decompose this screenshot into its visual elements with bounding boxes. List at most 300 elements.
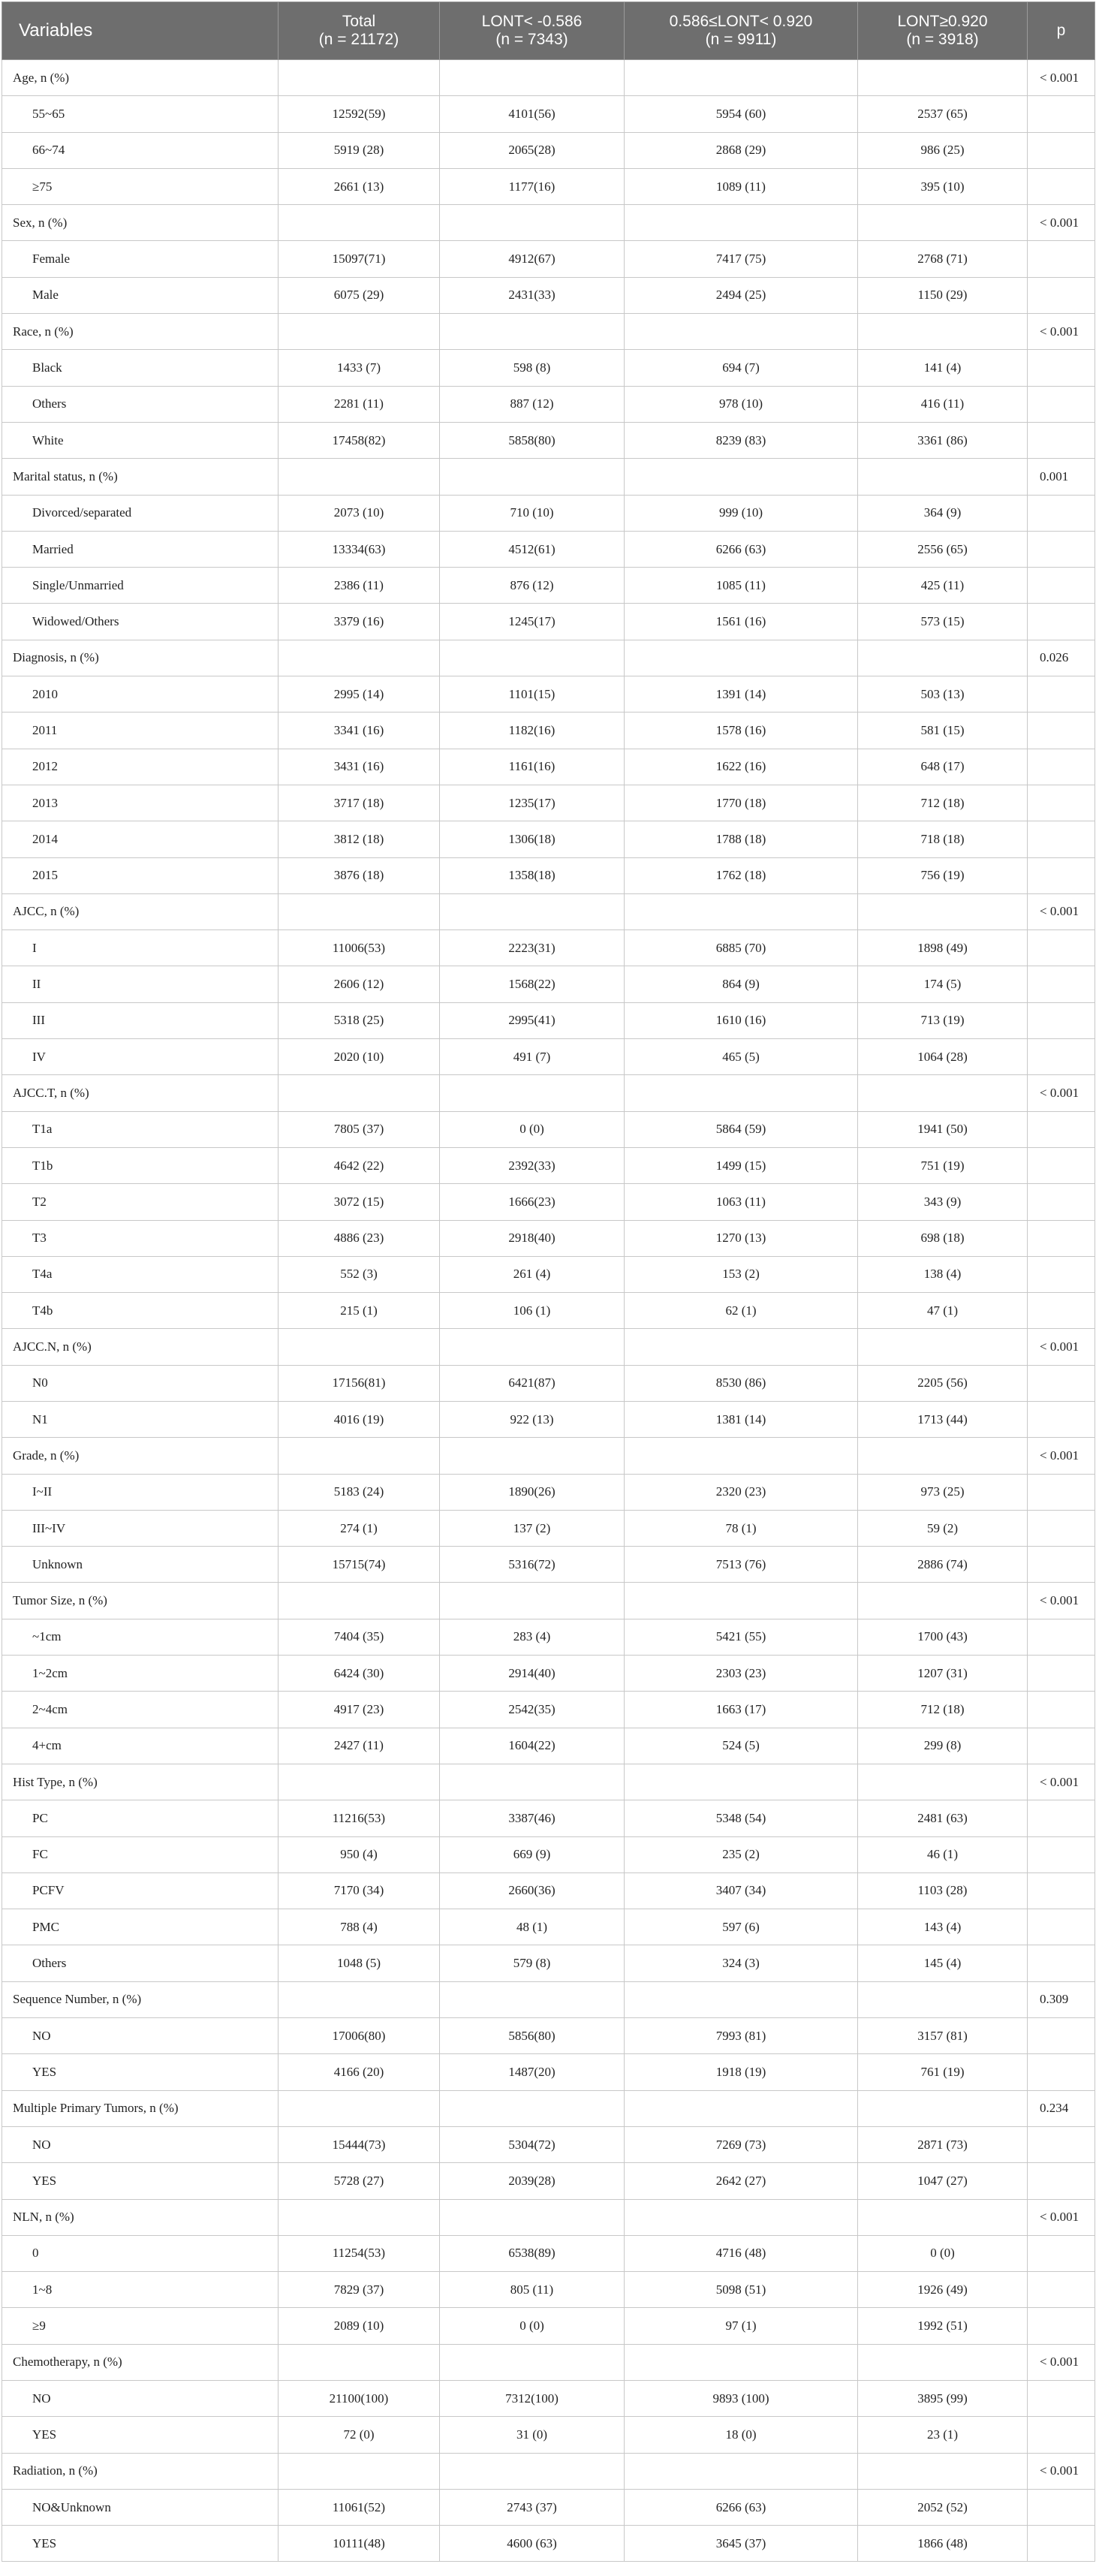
header-mid-lont [625, 2, 858, 60]
low-lont-cell: 106 (1) [440, 1293, 625, 1329]
category-label: I [2, 930, 279, 966]
category-label: YES [2, 2526, 279, 2562]
high-lont-cell: 1926 (49) [858, 2272, 1028, 2308]
category-label: Male [2, 277, 279, 313]
total-cell: 2427 (11) [279, 1728, 440, 1764]
low-lont-cell: 491 (7) [440, 1039, 625, 1075]
mid-lont-cell: 1063 (11) [625, 1184, 858, 1220]
empty-p-cell [1028, 1909, 1095, 1945]
low-lont-cell: 31 (0) [440, 2417, 625, 2453]
mid-lont-cell: 2303 (23) [625, 1656, 858, 1692]
high-lont-cell: 2481 (63) [858, 1800, 1028, 1836]
category-label: II [2, 966, 279, 1002]
table-row [2, 1656, 1095, 1692]
empty-p-cell [1028, 1510, 1095, 1546]
high-lont-cell: 3895 (99) [858, 2381, 1028, 2417]
high-lont-cell: 299 (8) [858, 1728, 1028, 1764]
group-row [2, 1438, 1095, 1474]
empty-cell [858, 2344, 1028, 2380]
table-row [2, 604, 1095, 640]
header-high-n: (n = 3918) [906, 31, 979, 48]
group-label: Age, n (%) [2, 60, 279, 96]
group-label: Chemotherapy, n (%) [2, 2344, 279, 2380]
low-lont-cell: 2392(33) [440, 1147, 625, 1183]
mid-lont-cell: 1918 (19) [625, 2054, 858, 2090]
empty-p-cell [1028, 2126, 1095, 2162]
category-label: Divorced/separated [2, 495, 279, 531]
empty-cell [858, 314, 1028, 350]
table-row [2, 1111, 1095, 1147]
category-label: 2013 [2, 785, 279, 821]
high-lont-cell: 1103 (28) [858, 1872, 1028, 1909]
low-lont-cell: 4912(67) [440, 241, 625, 277]
empty-p-cell [1028, 277, 1095, 313]
low-lont-cell: 2743 (37) [440, 2489, 625, 2525]
empty-p-cell [1028, 785, 1095, 821]
total-cell: 17006(80) [279, 2018, 440, 2054]
p-value-cell: 0.001 [1028, 459, 1095, 495]
low-lont-cell: 5304(72) [440, 2126, 625, 2162]
table-row [2, 241, 1095, 277]
total-cell: 12592(59) [279, 96, 440, 132]
group-label: Radiation, n (%) [2, 2453, 279, 2489]
baseline-characteristics-table [2, 2, 1095, 2562]
empty-p-cell [1028, 422, 1095, 458]
mid-lont-cell: 1770 (18) [625, 785, 858, 821]
table-row [2, 132, 1095, 168]
low-lont-cell: 137 (2) [440, 1510, 625, 1546]
empty-cell [279, 2199, 440, 2235]
empty-cell [279, 640, 440, 676]
empty-p-cell [1028, 1293, 1095, 1329]
total-cell: 3379 (16) [279, 604, 440, 640]
table-row [2, 96, 1095, 132]
high-lont-cell: 2052 (52) [858, 2489, 1028, 2525]
low-lont-cell: 6538(89) [440, 2235, 625, 2271]
group-row [2, 1764, 1095, 1800]
low-lont-cell: 5856(80) [440, 2018, 625, 2054]
table-row [2, 1836, 1095, 1872]
category-label: PCFV [2, 1872, 279, 1909]
low-lont-cell: 4512(61) [440, 531, 625, 567]
category-label: YES [2, 2163, 279, 2199]
total-cell: 3431 (16) [279, 749, 440, 785]
mid-lont-cell: 2320 (23) [625, 1474, 858, 1510]
empty-p-cell [1028, 1401, 1095, 1437]
table-row [2, 531, 1095, 567]
empty-p-cell [1028, 132, 1095, 168]
mid-lont-cell: 1788 (18) [625, 821, 858, 857]
low-lont-cell: 48 (1) [440, 1909, 625, 1945]
category-label: PMC [2, 1909, 279, 1945]
high-lont-cell: 59 (2) [858, 1510, 1028, 1546]
table-row [2, 1184, 1095, 1220]
high-lont-cell: 573 (15) [858, 604, 1028, 640]
mid-lont-cell: 999 (10) [625, 495, 858, 531]
group-label: Race, n (%) [2, 314, 279, 350]
group-row [2, 2453, 1095, 2489]
high-lont-cell: 46 (1) [858, 1836, 1028, 1872]
empty-p-cell [1028, 1800, 1095, 1836]
mid-lont-cell: 1499 (15) [625, 1147, 858, 1183]
total-cell: 1048 (5) [279, 1945, 440, 1981]
table-row [2, 930, 1095, 966]
mid-lont-cell: 4716 (48) [625, 2235, 858, 2271]
empty-p-cell [1028, 966, 1095, 1002]
total-cell: 2995 (14) [279, 676, 440, 713]
mid-lont-cell: 524 (5) [625, 1728, 858, 1764]
high-lont-cell: 141 (4) [858, 350, 1028, 386]
header-mid-n: (n = 9911) [705, 31, 777, 48]
empty-cell [279, 1764, 440, 1800]
high-lont-cell: 1941 (50) [858, 1111, 1028, 1147]
empty-cell [440, 459, 625, 495]
table-row [2, 2381, 1095, 2417]
category-label: T2 [2, 1184, 279, 1220]
mid-lont-cell: 7269 (73) [625, 2126, 858, 2162]
mid-lont-cell: 5348 (54) [625, 1800, 858, 1836]
mid-lont-cell: 7513 (76) [625, 1547, 858, 1583]
total-cell: 7404 (35) [279, 1619, 440, 1655]
empty-cell [625, 205, 858, 241]
high-lont-cell: 138 (4) [858, 1256, 1028, 1292]
table-row [2, 1401, 1095, 1437]
high-lont-cell: 761 (19) [858, 2054, 1028, 2090]
category-label: NO [2, 2381, 279, 2417]
high-lont-cell: 751 (19) [858, 1147, 1028, 1183]
low-lont-cell: 1487(20) [440, 2054, 625, 2090]
category-label: YES [2, 2417, 279, 2453]
header-row [2, 2, 1095, 60]
table-row [2, 2526, 1095, 2562]
empty-p-cell [1028, 1474, 1095, 1510]
high-lont-cell: 1700 (43) [858, 1619, 1028, 1655]
empty-p-cell [1028, 1547, 1095, 1583]
total-cell: 10111(48) [279, 2526, 440, 2562]
empty-p-cell [1028, 1111, 1095, 1147]
high-lont-cell: 1898 (49) [858, 930, 1028, 966]
empty-cell [279, 2090, 440, 2126]
table-row [2, 168, 1095, 204]
category-label: III [2, 1002, 279, 1038]
low-lont-cell: 2995(41) [440, 1002, 625, 1038]
empty-p-cell [1028, 2526, 1095, 2562]
category-label: Single/Unmarried [2, 568, 279, 604]
p-value-cell: 0.026 [1028, 640, 1095, 676]
header-total-title: Total [342, 13, 376, 30]
table-row [2, 1293, 1095, 1329]
empty-cell [440, 2453, 625, 2489]
low-lont-cell: 0 (0) [440, 1111, 625, 1147]
mid-lont-cell: 1089 (11) [625, 168, 858, 204]
group-row [2, 2199, 1095, 2235]
category-label: 2012 [2, 749, 279, 785]
category-label: Black [2, 350, 279, 386]
mid-lont-cell: 18 (0) [625, 2417, 858, 2453]
total-cell: 3072 (15) [279, 1184, 440, 1220]
mid-lont-cell: 6266 (63) [625, 2489, 858, 2525]
empty-p-cell [1028, 386, 1095, 422]
total-cell: 6075 (29) [279, 277, 440, 313]
empty-cell [440, 1075, 625, 1111]
table-row [2, 386, 1095, 422]
high-lont-cell: 2886 (74) [858, 1547, 1028, 1583]
high-lont-cell: 581 (15) [858, 713, 1028, 749]
high-lont-cell: 973 (25) [858, 1474, 1028, 1510]
table-row [2, 1039, 1095, 1075]
low-lont-cell: 2223(31) [440, 930, 625, 966]
empty-cell [440, 2199, 625, 2235]
group-row [2, 640, 1095, 676]
category-label: I~II [2, 1474, 279, 1510]
empty-p-cell [1028, 857, 1095, 893]
empty-p-cell [1028, 2163, 1095, 2199]
total-cell: 2073 (10) [279, 495, 440, 531]
empty-p-cell [1028, 1619, 1095, 1655]
low-lont-cell: 579 (8) [440, 1945, 625, 1981]
category-label: Widowed/Others [2, 604, 279, 640]
empty-p-cell [1028, 930, 1095, 966]
empty-cell [440, 314, 625, 350]
group-row [2, 1583, 1095, 1619]
empty-p-cell [1028, 2018, 1095, 2054]
empty-p-cell [1028, 1692, 1095, 1728]
category-label: ≥75 [2, 168, 279, 204]
empty-p-cell [1028, 676, 1095, 713]
table-row [2, 2308, 1095, 2344]
high-lont-cell: 1064 (28) [858, 1039, 1028, 1075]
empty-cell [858, 893, 1028, 929]
high-lont-cell: 1866 (48) [858, 2526, 1028, 2562]
empty-p-cell [1028, 1836, 1095, 1872]
category-label: NO [2, 2018, 279, 2054]
category-label: Female [2, 241, 279, 277]
empty-p-cell [1028, 749, 1095, 785]
empty-cell [625, 2090, 858, 2126]
table-row [2, 2489, 1095, 2525]
table-row [2, 277, 1095, 313]
high-lont-cell: 648 (17) [858, 749, 1028, 785]
table-row [2, 749, 1095, 785]
empty-cell [279, 2344, 440, 2380]
group-row [2, 893, 1095, 929]
empty-cell [858, 2453, 1028, 2489]
category-label: 66~74 [2, 132, 279, 168]
high-lont-cell: 395 (10) [858, 168, 1028, 204]
group-row [2, 314, 1095, 350]
low-lont-cell: 261 (4) [440, 1256, 625, 1292]
mid-lont-cell: 5098 (51) [625, 2272, 858, 2308]
table-row [2, 1728, 1095, 1764]
mid-lont-cell: 1381 (14) [625, 1401, 858, 1437]
table-body [2, 60, 1095, 2562]
high-lont-cell: 756 (19) [858, 857, 1028, 893]
empty-cell [858, 2199, 1028, 2235]
total-cell: 4886 (23) [279, 1220, 440, 1256]
high-lont-cell: 2537 (65) [858, 96, 1028, 132]
low-lont-cell: 7312(100) [440, 2381, 625, 2417]
table-row [2, 422, 1095, 458]
category-label: T4a [2, 1256, 279, 1292]
total-cell: 3717 (18) [279, 785, 440, 821]
total-cell: 2020 (10) [279, 1039, 440, 1075]
high-lont-cell: 143 (4) [858, 1909, 1028, 1945]
high-lont-cell: 416 (11) [858, 386, 1028, 422]
empty-cell [440, 1583, 625, 1619]
low-lont-cell: 1890(26) [440, 1474, 625, 1510]
low-lont-cell: 887 (12) [440, 386, 625, 422]
high-lont-cell: 3361 (86) [858, 422, 1028, 458]
header-variables: Variables [2, 2, 279, 60]
category-label: 1~8 [2, 2272, 279, 2308]
mid-lont-cell: 1762 (18) [625, 857, 858, 893]
category-label: Unknown [2, 1547, 279, 1583]
table-row [2, 2163, 1095, 2199]
group-label: Sex, n (%) [2, 205, 279, 241]
total-cell: 21100(100) [279, 2381, 440, 2417]
empty-cell [440, 640, 625, 676]
low-lont-cell: 1182(16) [440, 713, 625, 749]
group-label: NLN, n (%) [2, 2199, 279, 2235]
empty-cell [858, 1438, 1028, 1474]
header-mid-title: 0.586≤LONT< 0.920 [669, 13, 813, 30]
total-cell: 11006(53) [279, 930, 440, 966]
empty-cell [440, 60, 625, 96]
category-label: T3 [2, 1220, 279, 1256]
table-row [2, 1800, 1095, 1836]
total-cell: 4016 (19) [279, 1401, 440, 1437]
mid-lont-cell: 153 (2) [625, 1256, 858, 1292]
empty-cell [625, 640, 858, 676]
total-cell: 15444(73) [279, 2126, 440, 2162]
table-row [2, 821, 1095, 857]
low-lont-cell: 1666(23) [440, 1184, 625, 1220]
table-row [2, 1872, 1095, 1909]
total-cell: 3341 (16) [279, 713, 440, 749]
empty-cell [858, 1981, 1028, 2017]
total-cell: 2281 (11) [279, 386, 440, 422]
high-lont-cell: 174 (5) [858, 966, 1028, 1002]
mid-lont-cell: 324 (3) [625, 1945, 858, 1981]
high-lont-cell: 698 (18) [858, 1220, 1028, 1256]
table-row [2, 2054, 1095, 2090]
empty-p-cell [1028, 1872, 1095, 1909]
mid-lont-cell: 7993 (81) [625, 2018, 858, 2054]
low-lont-cell: 2542(35) [440, 1692, 625, 1728]
empty-cell [440, 2090, 625, 2126]
low-lont-cell: 1245(17) [440, 604, 625, 640]
header-high-lont [858, 2, 1028, 60]
empty-cell [625, 60, 858, 96]
empty-cell [858, 1329, 1028, 1365]
category-label: T1a [2, 1111, 279, 1147]
table-row [2, 495, 1095, 531]
empty-cell [440, 2344, 625, 2380]
empty-p-cell [1028, 2054, 1095, 2090]
total-cell: 1433 (7) [279, 350, 440, 386]
category-label: NO [2, 2126, 279, 2162]
mid-lont-cell: 5421 (55) [625, 1619, 858, 1655]
group-row [2, 205, 1095, 241]
total-cell: 17458(82) [279, 422, 440, 458]
category-label: 2011 [2, 713, 279, 749]
category-label: 0 [2, 2235, 279, 2271]
low-lont-cell: 1604(22) [440, 1728, 625, 1764]
table-row [2, 568, 1095, 604]
group-row [2, 459, 1095, 495]
category-label: White [2, 422, 279, 458]
category-label: IV [2, 1039, 279, 1075]
category-label: Married [2, 531, 279, 567]
total-cell: 15715(74) [279, 1547, 440, 1583]
group-label: Sequence Number, n (%) [2, 1981, 279, 2017]
low-lont-cell: 669 (9) [440, 1836, 625, 1872]
category-label: ≥9 [2, 2308, 279, 2344]
mid-lont-cell: 8530 (86) [625, 1365, 858, 1401]
category-label: PC [2, 1800, 279, 1836]
high-lont-cell: 2768 (71) [858, 241, 1028, 277]
low-lont-cell: 2431(33) [440, 277, 625, 313]
empty-p-cell [1028, 1365, 1095, 1401]
category-label: Others [2, 386, 279, 422]
p-value-cell: < 0.001 [1028, 2199, 1095, 2235]
high-lont-cell: 47 (1) [858, 1293, 1028, 1329]
category-label: NO&Unknown [2, 2489, 279, 2525]
mid-lont-cell: 62 (1) [625, 1293, 858, 1329]
empty-p-cell [1028, 2235, 1095, 2271]
low-lont-cell: 1568(22) [440, 966, 625, 1002]
high-lont-cell: 2556 (65) [858, 531, 1028, 567]
total-cell: 7805 (37) [279, 1111, 440, 1147]
empty-cell [625, 1075, 858, 1111]
total-cell: 950 (4) [279, 1836, 440, 1872]
empty-p-cell [1028, 1039, 1095, 1075]
empty-p-cell [1028, 1728, 1095, 1764]
empty-cell [858, 1583, 1028, 1619]
mid-lont-cell: 465 (5) [625, 1039, 858, 1075]
empty-cell [858, 60, 1028, 96]
total-cell: 4166 (20) [279, 2054, 440, 2090]
table-row [2, 713, 1095, 749]
low-lont-cell: 805 (11) [440, 2272, 625, 2308]
high-lont-cell: 712 (18) [858, 1692, 1028, 1728]
category-label: T4b [2, 1293, 279, 1329]
low-lont-cell: 6421(87) [440, 1365, 625, 1401]
group-row [2, 1329, 1095, 1365]
empty-p-cell [1028, 1656, 1095, 1692]
table-row [2, 350, 1095, 386]
group-row [2, 60, 1095, 96]
mid-lont-cell: 5864 (59) [625, 1111, 858, 1147]
category-label: 55~65 [2, 96, 279, 132]
table-row [2, 1474, 1095, 1510]
table-row [2, 966, 1095, 1002]
total-cell: 72 (0) [279, 2417, 440, 2453]
p-value-cell: < 0.001 [1028, 1583, 1095, 1619]
group-label: AJCC, n (%) [2, 893, 279, 929]
table-row [2, 2272, 1095, 2308]
high-lont-cell: 3157 (81) [858, 2018, 1028, 2054]
p-value-cell: 0.309 [1028, 1981, 1095, 2017]
mid-lont-cell: 2868 (29) [625, 132, 858, 168]
mid-lont-cell: 864 (9) [625, 966, 858, 1002]
low-lont-cell: 2914(40) [440, 1656, 625, 1692]
total-cell: 215 (1) [279, 1293, 440, 1329]
mid-lont-cell: 3407 (34) [625, 1872, 858, 1909]
group-row [2, 1981, 1095, 2017]
total-cell: 11061(52) [279, 2489, 440, 2525]
low-lont-cell: 1358(18) [440, 857, 625, 893]
